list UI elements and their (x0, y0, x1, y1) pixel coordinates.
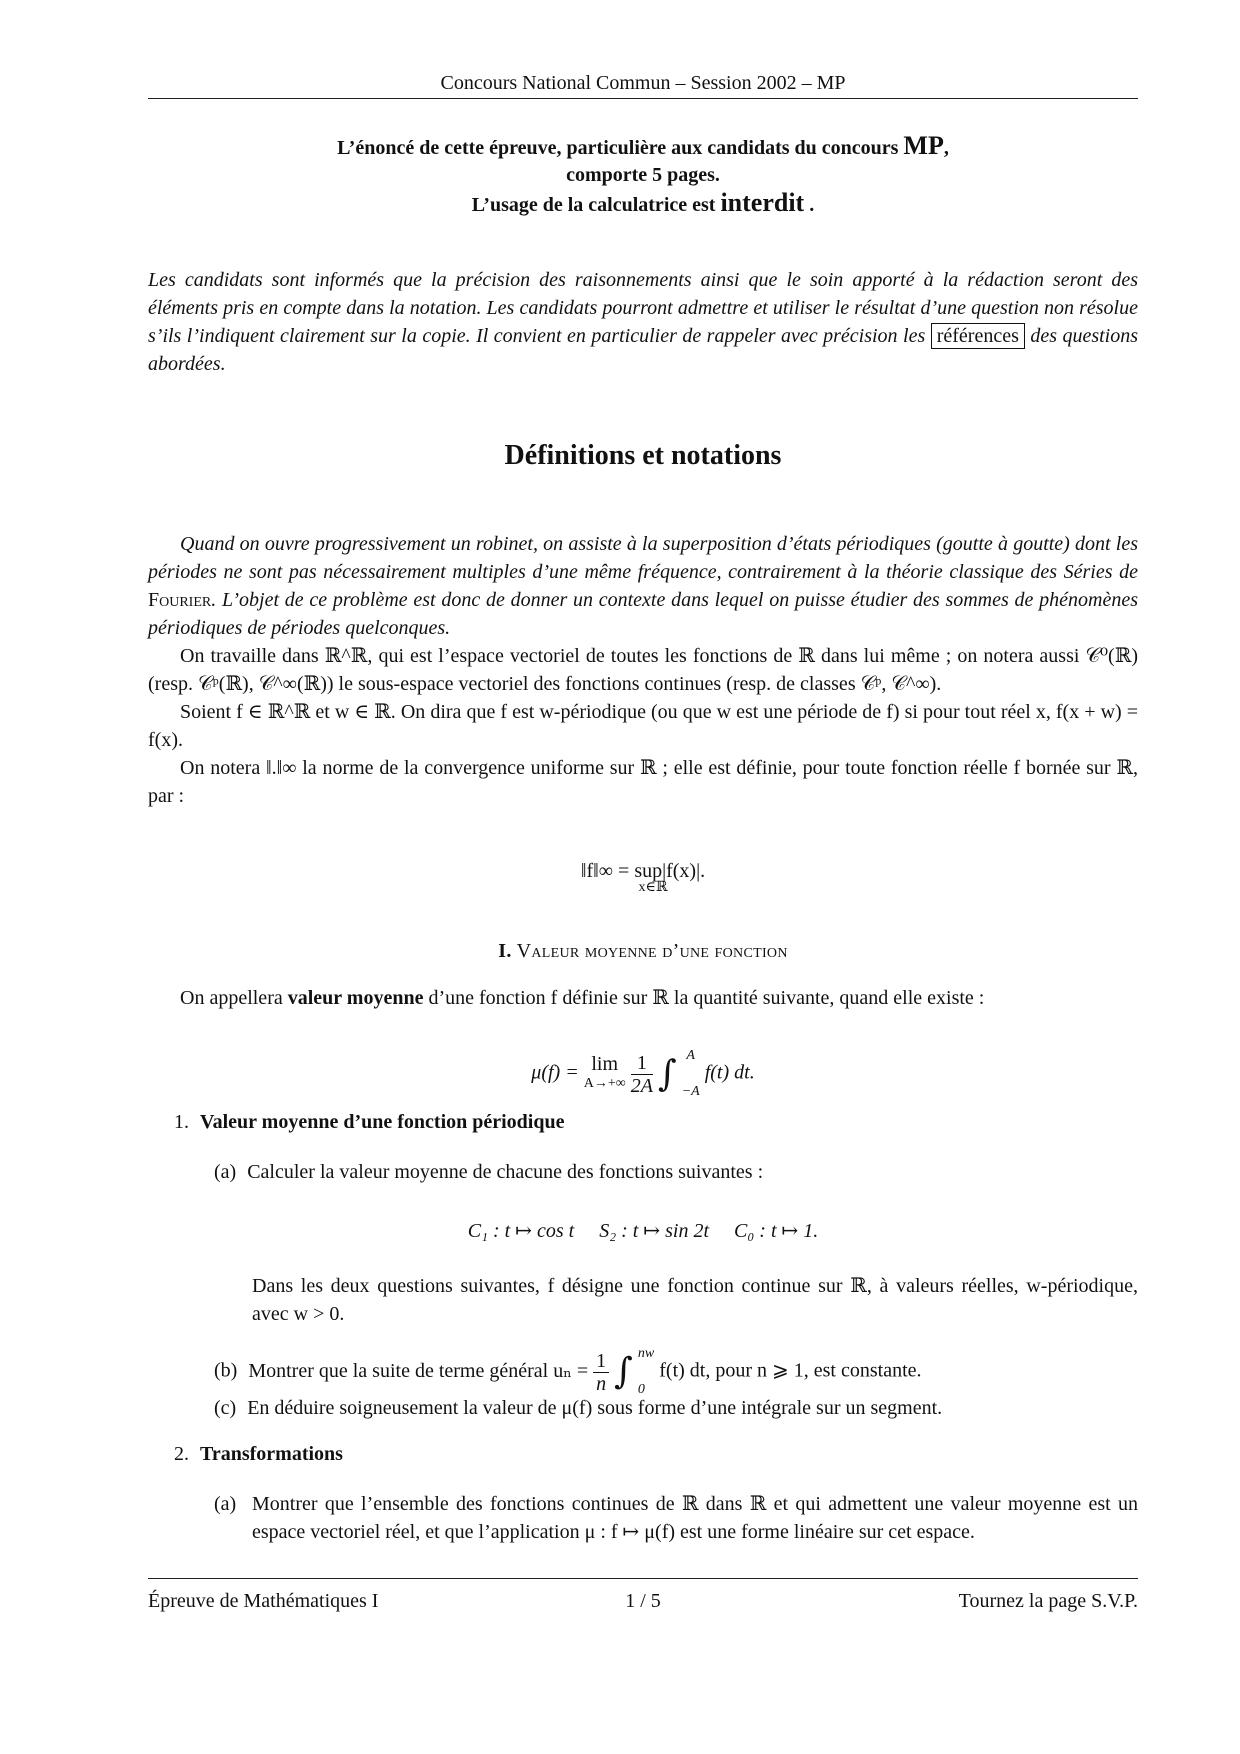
question-2a: (a) Montrer que l’ensemble des fonctions continues de ℝ dans ℝ et qui admettent une valeur moyenne est un espace vectoriel réel, et que l’application μ : f ↦ μ(f) est une forme linéaire sur cet espace. (214, 1493, 1138, 1543)
fourier-name: Fourier (148, 589, 212, 611)
boxed-references: références (931, 323, 1025, 349)
part-1-heading: I. Valeur moyenne d’une fonction (498, 940, 788, 962)
intro-line-2: comporte 5 pages. (566, 164, 720, 186)
integral-sign: ∫ (614, 1351, 633, 1392)
mean-value-definition: On appellera valeur moyenne d’une fonction f définie sur ℝ la quantité suivante, quand elle existe : (180, 987, 985, 1009)
question-2-heading: 2. Transformations (174, 1443, 343, 1465)
norm-formula: ‖f‖∞ = sup|f(x)|. x∈ℝ (580, 860, 706, 895)
candidate-notice: Les candidats sont informés que la précision des raisonnements ainsi que le soin apporté à la rédaction seront des éléments pris en compte dans la notation. Les candidats pourront admettre et utiliser le résultat d’une question non résolue s’ils l’indiquent clairement sur la copie. Il convient en particulier de rappeler avec précision les références des questions abordées. (148, 269, 1139, 375)
preamble (148, 530, 1138, 810)
preamble-paragraph-1: Quand on ouvre progressivement un robinet, on assiste à la superposition d’états périodiques (goutte à goutte) dont les périodes ne sont pas nécessairement multiples d’une même fréquence, contrairement à la théorie classique des Séries de Fourier. L’objet de ce problème est donc de donner un contexte dans lequel on puisse étudier des sommes de phénomènes périodiques de périodes quelconques. (148, 533, 1138, 639)
header-rule (148, 98, 1138, 99)
section-title: Définitions et notations (504, 440, 782, 471)
integral-sign: ∫ (657, 1053, 677, 1095)
page-number: 1 / 5 (625, 1590, 661, 1612)
question-1c: (c) En déduire soigneusement la valeur de μ(f) sous forme d’une intégrale sur un segment. (214, 1397, 943, 1419)
mean-value-formula: μ(f) = lim A→+∞ $\frac{1}{2A}$ ∫ A −A f(t) dt. (531, 1048, 755, 1099)
exam-intro (148, 132, 1138, 219)
preamble-paragraph-4: On notera ‖.‖∞ la norme de la convergence uniforme sur ℝ ; elle est définie, pour toute fonction réelle f bornée sur ℝ, par : (148, 757, 1138, 807)
footer-left: Épreuve de Mathématiques I (148, 1590, 379, 1612)
question-1a: (a) Calculer la valeur moyenne de chacune des fonctions suivantes : (214, 1161, 764, 1183)
intro-line-3: L’usage de la calculatrice est interdit . (471, 188, 815, 217)
exam-page (148, 0, 1138, 1754)
preamble-paragraph-3: Soient f ∈ ℝ^ℝ et w ∈ ℝ. On dira que f est w-périodique (ou que w est une période de f) si pour tout réel x, f(x + w) = f(x). (148, 701, 1138, 751)
preamble-paragraph-2: On travaille dans ℝ^ℝ, qui est l’espace vectoriel de toutes les fonctions de ℝ dans lui même ; on notera aussi 𝒞⁰(ℝ) (resp. 𝒞ᵖ(ℝ), 𝒞^∞(ℝ)) le sous-espace vectoriel des fonctions continues (resp. de classes 𝒞ᵖ, 𝒞^∞). (148, 645, 1138, 695)
page-header: Concours National Commun – Session 2002 – MP (440, 72, 846, 94)
question-1b: (b) Montrer que la suite de terme général uₙ = $\frac{1}{n}$ ∫ nw 0 f(t) dt, pour n ⩾ 1, est constante. (214, 1346, 922, 1397)
footer-rule (148, 1578, 1138, 1579)
question-1-heading: 1. Valeur moyenne d’une fonction périodique (174, 1111, 565, 1133)
footer-right: Tournez la page S.V.P. (958, 1590, 1138, 1612)
function-list: C₁ : t ↦ cos t S₂ : t ↦ sin 2t C₀ : t ↦ 1. (467, 1220, 819, 1242)
question-1-note: Dans les deux questions suivantes, f désigne une fonction continue sur ℝ, à valeurs réelles, w-périodique, avec w > 0. (252, 1275, 1138, 1325)
intro-line-1: L’énoncé de cette épreuve, particulière aux candidats du concours MP, (337, 131, 949, 160)
